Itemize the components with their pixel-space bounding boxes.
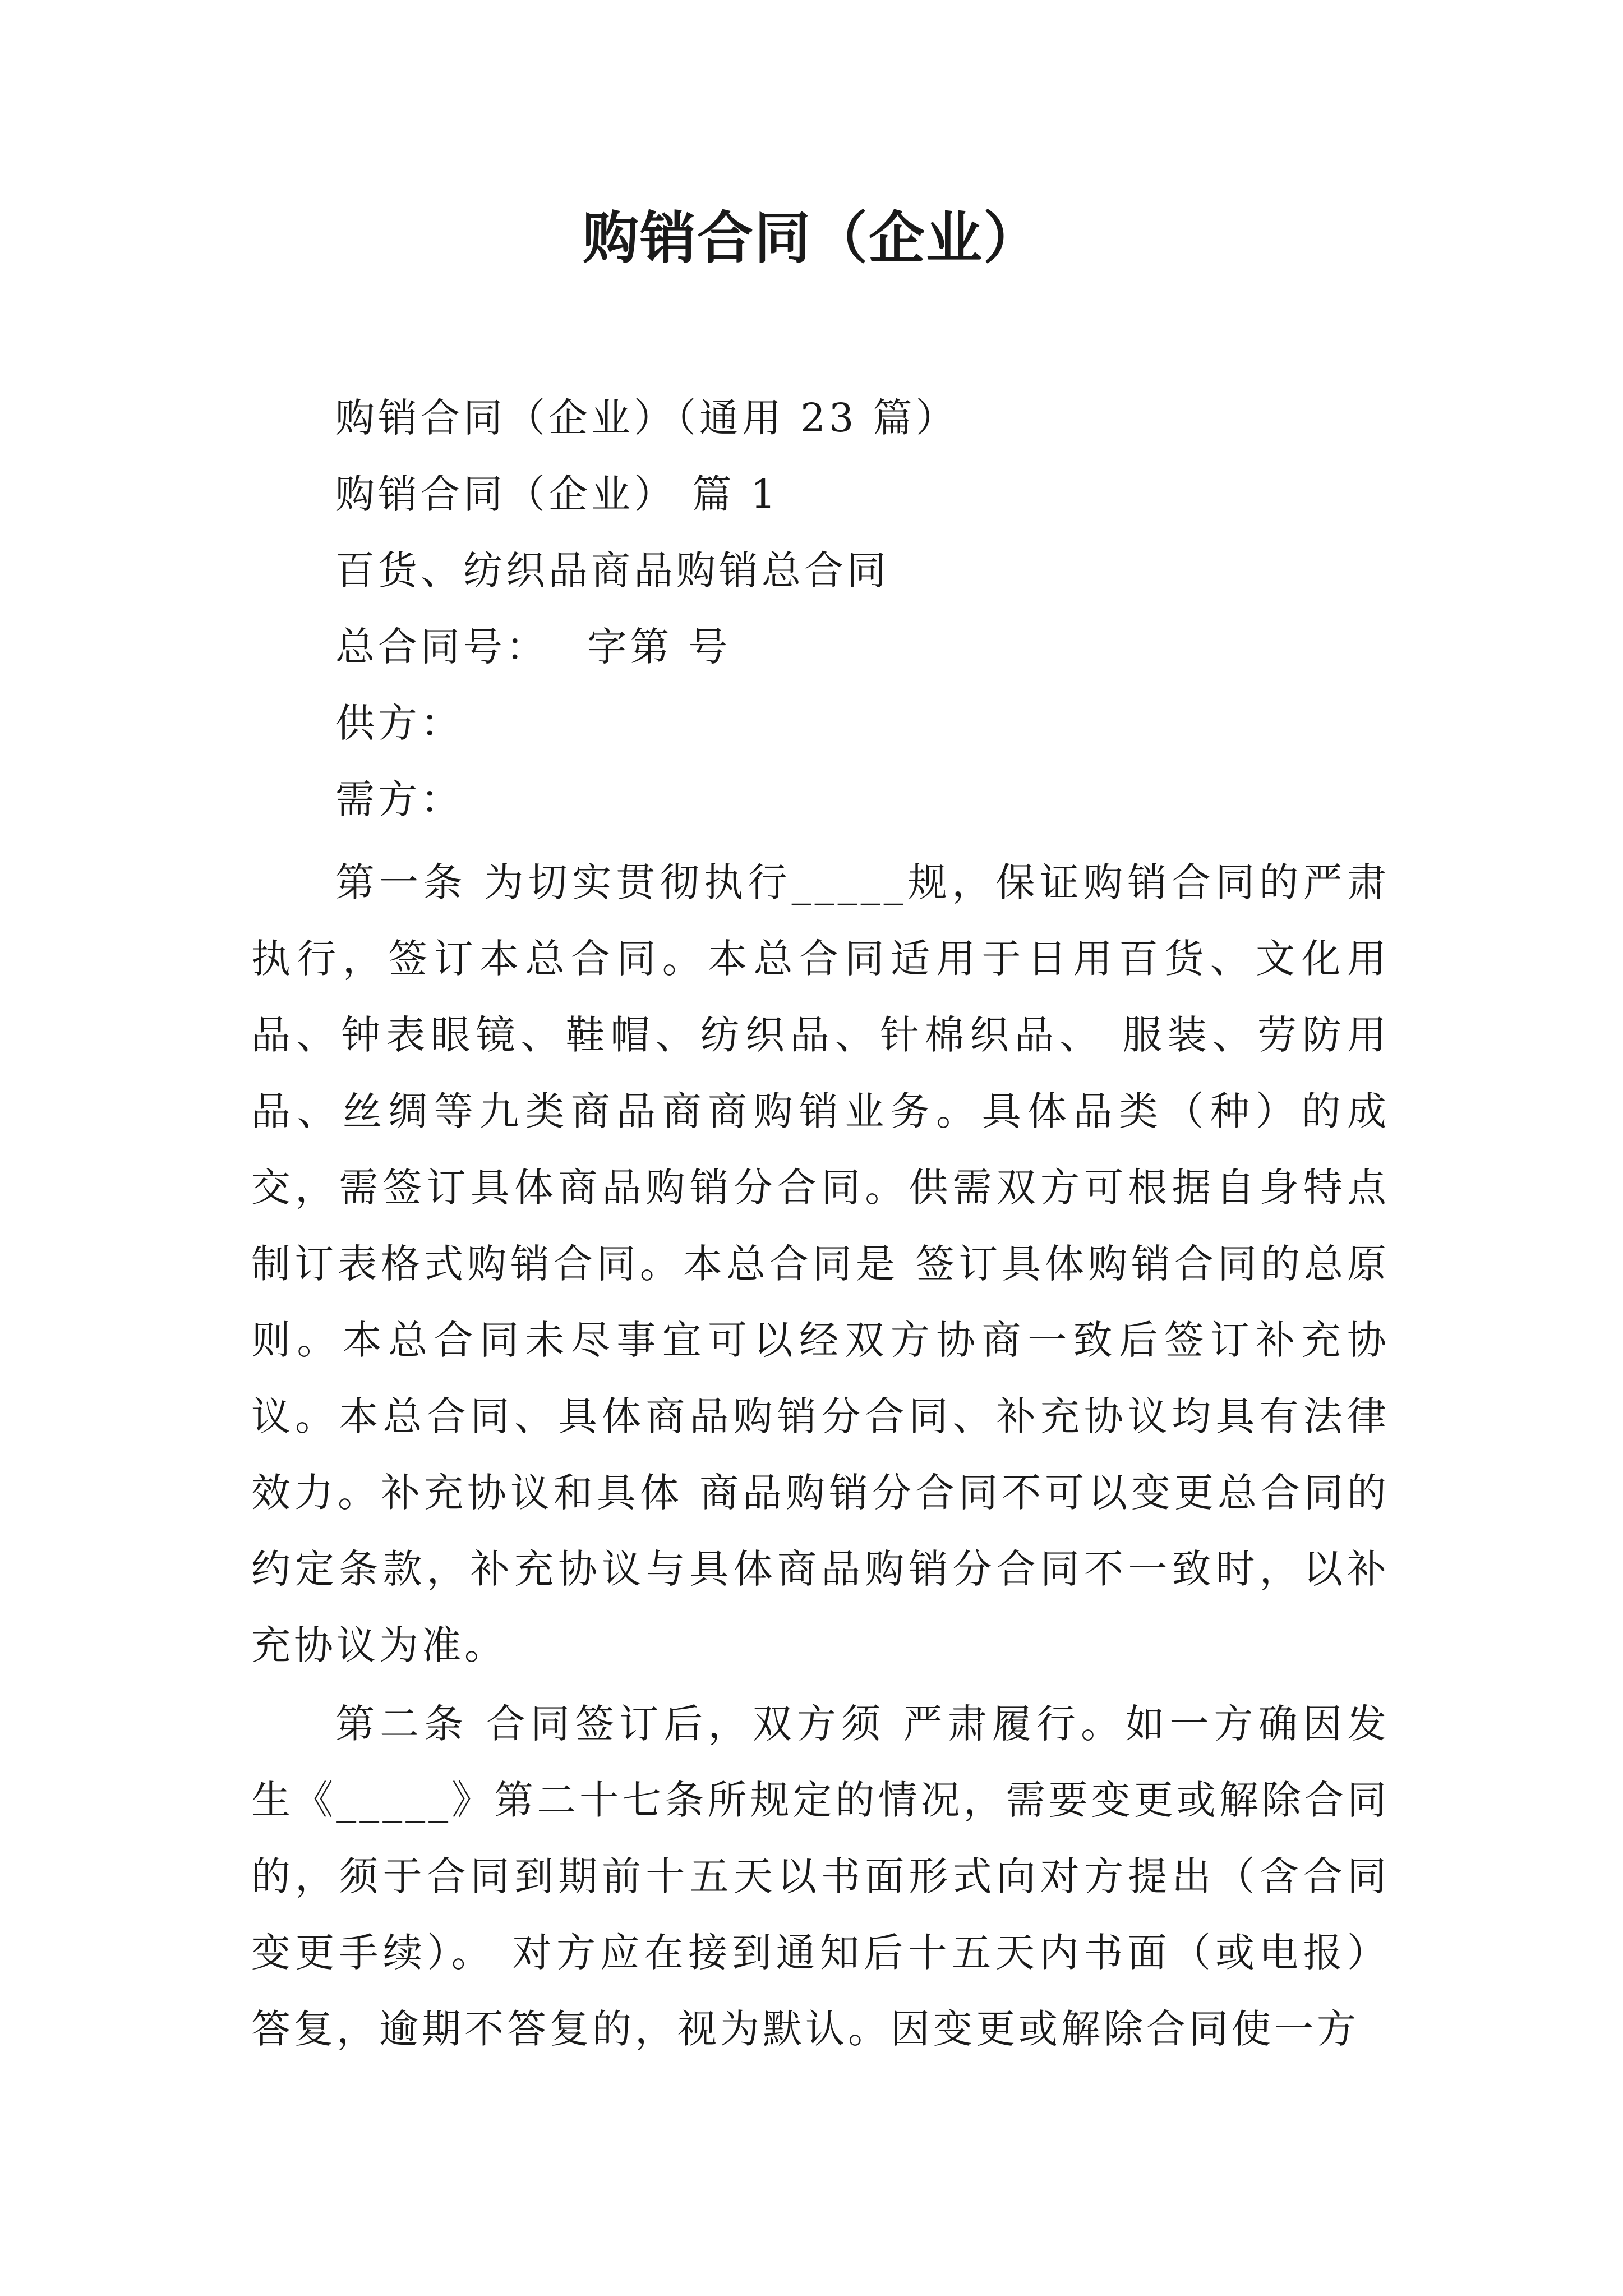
article-2-paragraph: 第二条 合同签订后，双方须 严肃履行。如一方确因发生《_____》第二十七条所规定的情况，需要变更或解除合同的，须于合同到期前十五天以书面形式向对方提出（含合同变更手续）。 对方应在接到通知后十五天内书面（或电报）答复，逾期不答复的，视为默认。因变更或解除合同使一方 (251, 1701, 1390, 2052)
subtitle-line: 购销合同（企业）（通用 23 篇） (335, 395, 958, 441)
buyer-line: 需方： (335, 776, 463, 822)
contract-number-line: 总合同号： 字第 号 (335, 624, 731, 670)
contract-name: 百货、纺织品商品购销总合同 (335, 547, 889, 593)
article-1-paragraph: 第一条 为切实贯彻执行_____规，保证购销合同的严肃执行，签订本总合同。本总合同适用于日用百货、文化用品、钟表眼镜、鞋帽、纺织品、针棉织品、 服装、劳防用品、丝绸等九类商品商商购销业务。具体品类（种）的成交，需签订具体商品购销分合同。供需双方可根据自身特点制订表格式购销合同。本总合同是 签订具体购销合同的总原则。本总合同未尽事宜可以经双方协商一致后签订补充协议。本总合同、具体商品购销分合同、补充协议均具有法律效力。补充协议和具体 商品购销分合同不可以变更总合同的约定条款，补充协议与具体商品购销分合同不一致时，以补充协议为准。 (251, 859, 1390, 1668)
document-title: 购销合同（企业） (583, 205, 1040, 271)
supplier-line: 供方： (335, 700, 463, 746)
section-heading: 购销合同（企业） 篇 1 (335, 471, 780, 517)
